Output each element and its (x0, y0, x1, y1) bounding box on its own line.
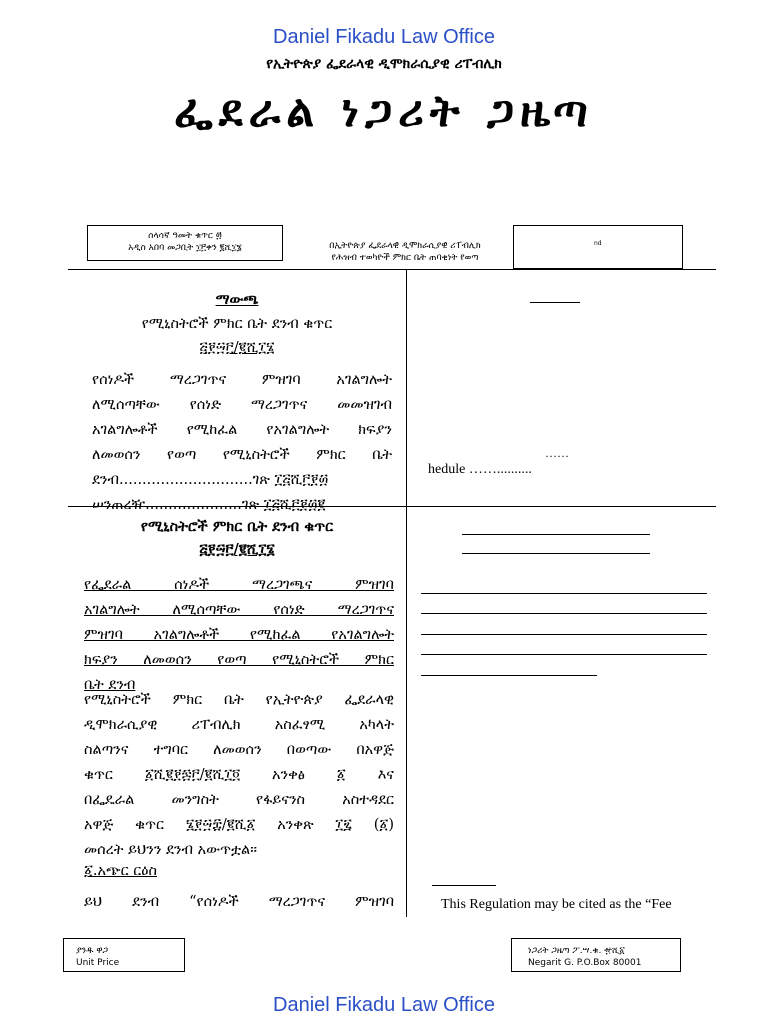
preamble-line: በፌዴራል መንግስት የፋይናንስ አስተዳደር (84, 792, 394, 808)
authority-note (290, 240, 520, 264)
authority-line-1: በኢትዮጵያ ፌደራላዊ ዲሞክራሲያዊ ሪፐብሊክ (329, 241, 481, 251)
preamble-line: ቁጥር ፩ሺ፪፻፷፫/፪ሺ፲፬ አንቀፅ ፩ እና (84, 767, 394, 783)
postal-english: Negarit G. P.O.Box 80001 (528, 958, 642, 968)
unit-price-box (63, 938, 185, 972)
law-office-watermark-top: Daniel Fikadu Law Office (273, 26, 495, 48)
preamble-line: ዲሞክራሲያዊ ሪፐብሊክ አስፈፃሚ አካላት (84, 717, 394, 733)
regulation-title-line: ቤት ደንብ (84, 677, 136, 693)
contents-page-schedule: ሠንጠረዥ.....................ገጽ ፲፭ሺ፫፻፴፪ (92, 497, 326, 513)
english-title-rule (421, 654, 707, 655)
english-title-rule (421, 675, 597, 676)
regulation-title-line: ክፍያን ለመወሰን የወጣ የሚኒስትሮች ምክር (84, 652, 394, 668)
english-masthead-box (513, 225, 683, 269)
regulation-title-line: የፌደራል ሰነዶች ማረጋገጫና ምዝገባ (84, 577, 394, 593)
english-title-rule (421, 634, 707, 635)
issue-box (87, 225, 283, 261)
section-1-heading: ፩.አጭር ርዕስ (84, 863, 157, 879)
contents-body (92, 368, 392, 518)
gazette-title: ፌደራል ነጋሪት ጋዜጣ (174, 86, 594, 137)
english-contents-dots: …… (545, 446, 569, 460)
contents-body-line: ለመወሰን የወጣ የሚኒስትሮች ምክር ቤት (92, 447, 392, 463)
english-citation: This Regulation may be cited as the “Fee (441, 897, 672, 912)
unit-price-english: Unit Price (76, 958, 120, 968)
authority-line-2: የሕዝብ ተወካዮች ምክር ቤት ጠባቂነት የወጣ (331, 253, 479, 263)
rule-top (68, 269, 716, 270)
preamble (84, 688, 394, 863)
unit-price-amharic: ያንዱ ዋጋ (76, 946, 109, 956)
postal-amharic: ነጋሪት ጋዜጣ ፖ.ሣ.ቁ. ፹ሺ፩ (528, 946, 625, 956)
english-number-rule (462, 553, 650, 554)
contents-body-line: አገልግሎቶች የሚከፈል የአገልግሎት ክፍያን (92, 422, 392, 438)
preamble-line: የሚኒስትሮች ምክር ቤት የኢትዮጵያ ፌደራላዊ (84, 692, 394, 708)
republic-name: የኢትዮጵያ ፌደራላዊ ዲሞክራሲያዊ ሪፐብሊክ (266, 56, 502, 72)
column-divider (406, 269, 407, 917)
regulation-title-line: ምዝገባ አገልግሎቶች የሚከፈል የአገልግሎት (84, 627, 394, 643)
english-title-rule (421, 593, 707, 594)
contents-regulation-line: የሚኒስትሮች ምክር ቤት ደንብ ቁጥር (141, 316, 333, 332)
contents-page-regulation: ደንብ.............................ገጽ ፲፭ሺ፫፻፴ (92, 472, 329, 488)
preamble-line: ስልጣንና ተግባር ለመወሰን በወጣው በአዋጅ (84, 742, 394, 758)
english-contents-schedule: hedule …….......... (428, 462, 532, 477)
regulation-title-line: አገልግሎት ለሚሰጣቸው የሰነድ ማረጋገጥና (84, 602, 394, 618)
contents-body-line: የሰነዶች ማረጋገጥና ምዝገባ አገልግሎት (92, 372, 392, 388)
preamble-line: አዋጅ ቁጥር ፮፻፵፰/፪ሺ፩ አንቀጽ ፲፯ (፩) (84, 817, 394, 833)
regulation-title (84, 573, 394, 698)
contents-heading: ማውጫ (215, 291, 259, 308)
masthead-mark: nd (594, 240, 602, 247)
regulation-number: ፭፻፵፫/፪ሺ፲፮ (199, 541, 275, 558)
issue-number: ሰላሳኛ ዓመት ቁጥር ፴ (148, 231, 222, 241)
contents-regulation-number: ፭፻፵፫/፪ሺ፲፮ (199, 340, 275, 356)
section-1-text: ይህ ደንብ “የሰነዶች ማረጋገጥና ምዝገባ (84, 894, 394, 910)
law-office-watermark-bottom: Daniel Fikadu Law Office (273, 994, 495, 1016)
regulation-heading: የሚኒስትሮች ምክር ቤት ደንብ ቁጥር (140, 518, 334, 535)
english-heading-rule (462, 534, 650, 535)
contents-body-line: ለሚሰጣቸው የሰነድ ማረጋገጥና መመዝገብ (92, 397, 392, 413)
postal-box (511, 938, 681, 972)
english-section-rule (432, 885, 496, 886)
english-title-rule (421, 613, 707, 614)
english-contents-blank (530, 302, 580, 303)
preamble-line: መሰረት ይህንን ደንብ አውጥቷል። (84, 842, 257, 858)
issue-date: አዲስ አበባ መጋቢት ፲፫ቀን ፪ሺ፲፮ (128, 243, 242, 253)
